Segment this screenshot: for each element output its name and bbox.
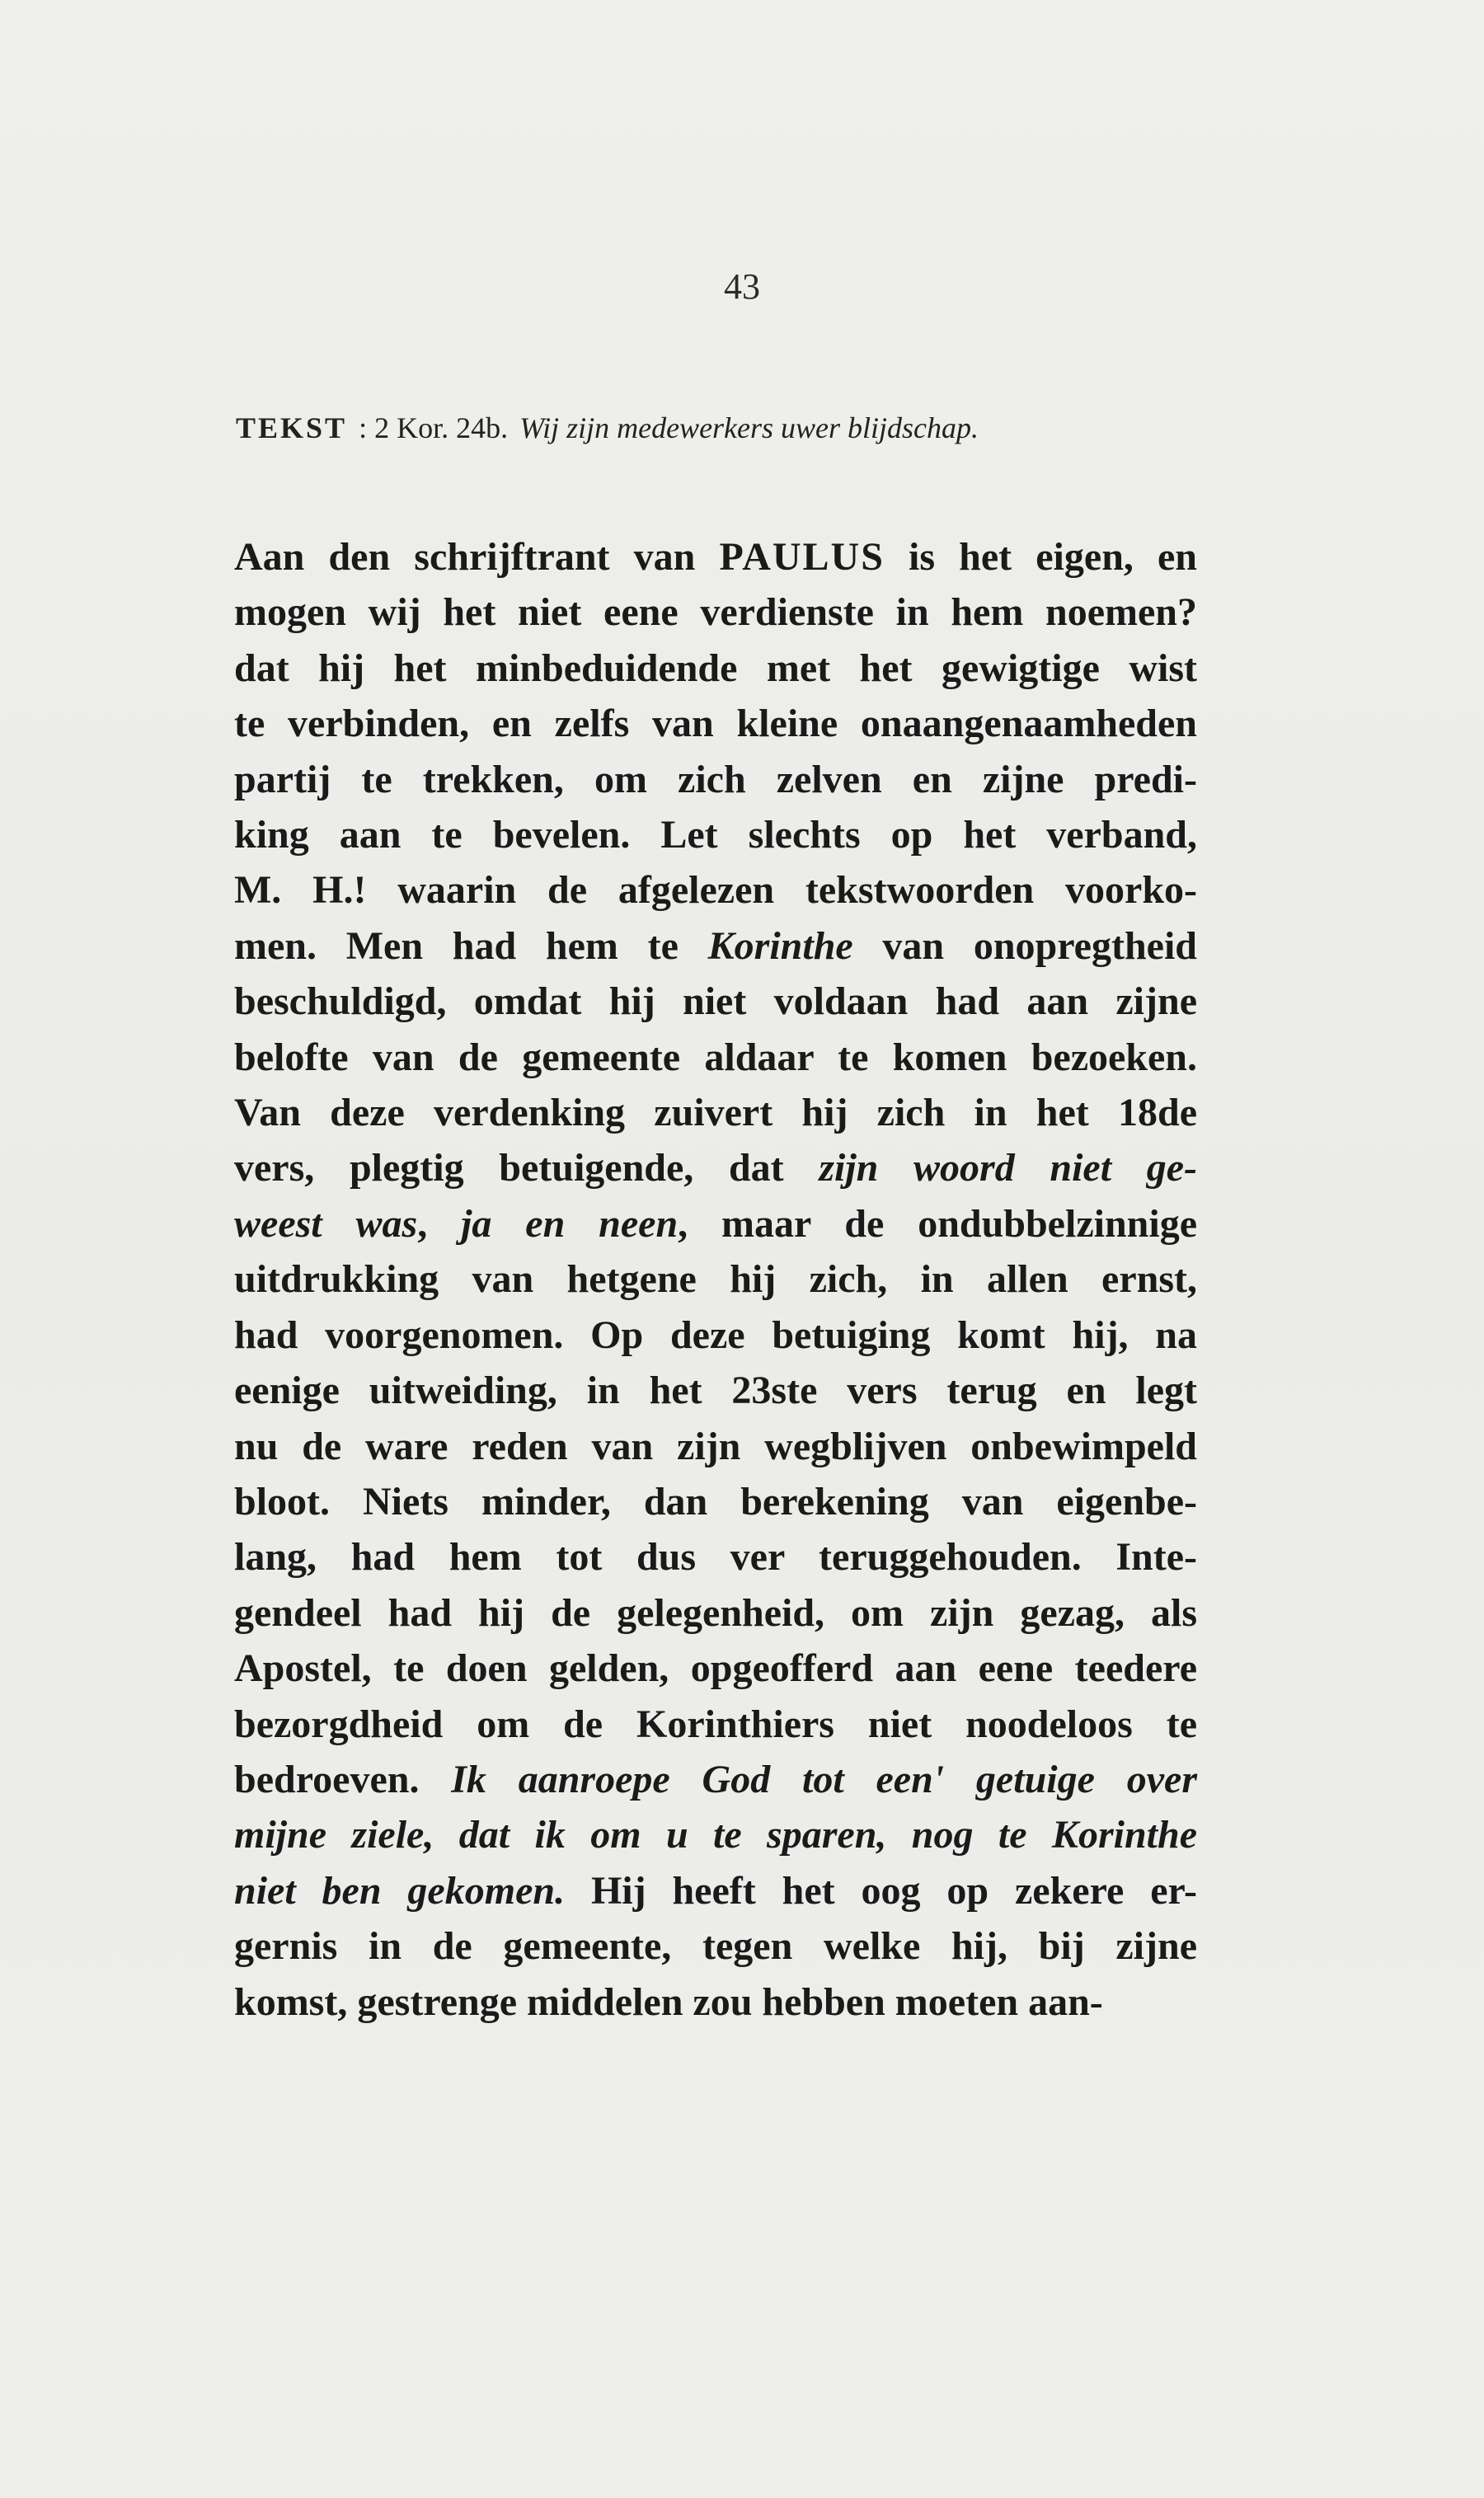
- text-segment: Van deze verdenking zuivert hij zich in het 18de: [234, 1091, 1197, 1135]
- text-segment: is het eigen, en: [884, 535, 1197, 579]
- text-segment: Korinthe: [707, 923, 853, 968]
- text-segment: ja en neen: [461, 1201, 679, 1246]
- header-label: TEKST: [236, 411, 348, 444]
- text-segment: uitdrukking van hetgene hij zich, in allen ernst,: [234, 1257, 1197, 1302]
- text-line: [234, 1974, 1197, 2030]
- text-segment: bedroeven.: [234, 1757, 452, 1801]
- page-number: 43: [724, 266, 760, 307]
- text-segment: eenige uitweiding, in het 23ste vers terug en legt: [234, 1369, 1197, 1413]
- text-line: [234, 1807, 1197, 1862]
- text-line: [234, 1918, 1197, 1974]
- text-segment: belofte van de gemeente aldaar te komen bezoeken.: [234, 1035, 1197, 1079]
- text-line: [234, 529, 1197, 585]
- text-reference-header: [236, 411, 1176, 445]
- text-line: [234, 1308, 1197, 1363]
- text-line: [234, 974, 1197, 1029]
- text-segment: niet ben gekomen.: [234, 1868, 566, 1913]
- text-segment: vers, plegtig betuigende, dat: [234, 1146, 819, 1190]
- text-line: [234, 1085, 1197, 1140]
- text-segment: gernis in de gemeente, tegen welke hij, bij zijne: [234, 1924, 1197, 1969]
- text-line: [234, 1585, 1197, 1641]
- text-segment: , maar de ondubbelzinnige: [678, 1201, 1197, 1246]
- text-line: [234, 752, 1197, 807]
- text-segment: mijne ziele, dat ik om u te sparen, nog te Korinthe: [234, 1813, 1197, 1857]
- text-segment: beschuldigd, omdat hij niet voldaan had aan zijne: [234, 979, 1197, 1024]
- text-line: [234, 1419, 1197, 1474]
- text-segment: zijn woord niet ge-: [819, 1146, 1198, 1190]
- text-line: [234, 1641, 1197, 1696]
- text-segment: men. Men had hem te: [234, 923, 708, 968]
- text-line: [234, 1196, 1197, 1251]
- text-segment: van onopregtheid: [852, 923, 1197, 968]
- text-line: [234, 807, 1197, 862]
- text-segment: Aan den schrijftrant van: [234, 535, 720, 579]
- text-segment: lang, had hem tot dus ver teruggehouden. Inte-: [234, 1535, 1197, 1580]
- header-reference: : 2 Kor. 24b.: [359, 411, 509, 444]
- text-line: [234, 1863, 1197, 1918]
- text-segment: partij te trekken, om zich zelven en zijne predi-: [234, 757, 1197, 801]
- text-segment: Apostel, te doen gelden, opgeofferd aan eene teedere: [234, 1646, 1197, 1691]
- text-line: [234, 1140, 1197, 1195]
- text-segment: ,: [417, 1201, 462, 1246]
- text-line: [234, 641, 1197, 696]
- text-segment: had voorgenomen. Op deze betuiging komt hij, na: [234, 1312, 1197, 1357]
- text-segment: Hij heeft het oog op zekere er-: [565, 1868, 1198, 1913]
- text-segment: dat hij het minbeduidende met het gewigtige wist: [234, 646, 1197, 690]
- header-verse: Wij zijn medewerkers uwer blijdschap.: [519, 411, 979, 444]
- text-segment: komst, gestrenge middelen zou hebben moeten aan-: [234, 1979, 1103, 2024]
- text-line: [234, 1030, 1197, 1085]
- text-line: [234, 696, 1197, 751]
- text-segment: nu de ware reden van zijn wegblijven onbewimpeld: [234, 1424, 1197, 1468]
- text-segment: bezorgdheid om de Korinthiers niet noodeloos te: [234, 1702, 1197, 1746]
- text-line: [234, 1251, 1197, 1307]
- text-segment: PAULUS: [719, 535, 885, 579]
- text-segment: bloot. Niets minder, dan berekening van eigenbe-: [234, 1479, 1197, 1524]
- text-line: [234, 1363, 1197, 1418]
- text-segment: te verbinden, en zelfs van kleine onaangenaamheden: [234, 702, 1197, 746]
- body-text: [234, 529, 1197, 2030]
- text-segment: gendeel had hij de gelegenheid, om zijn gezag, als: [234, 1590, 1197, 1635]
- text-line: [234, 585, 1197, 640]
- text-segment: weest was: [234, 1201, 418, 1246]
- text-line: [234, 862, 1197, 918]
- text-segment: king aan te bevelen. Let slechts op het verband,: [234, 813, 1197, 857]
- text-segment: mogen wij het niet eene verdienste in hem noemen?: [234, 590, 1197, 635]
- text-line: [234, 1752, 1197, 1807]
- text-segment: M. H.! waarin de afgelezen tekstwoorden voorko-: [234, 868, 1197, 913]
- text-segment: Ik aanroepe God tot een' getuige over: [451, 1757, 1198, 1801]
- text-line: [234, 1474, 1197, 1529]
- text-line: [234, 918, 1197, 974]
- text-line: [234, 1697, 1197, 1752]
- text-line: [234, 1529, 1197, 1585]
